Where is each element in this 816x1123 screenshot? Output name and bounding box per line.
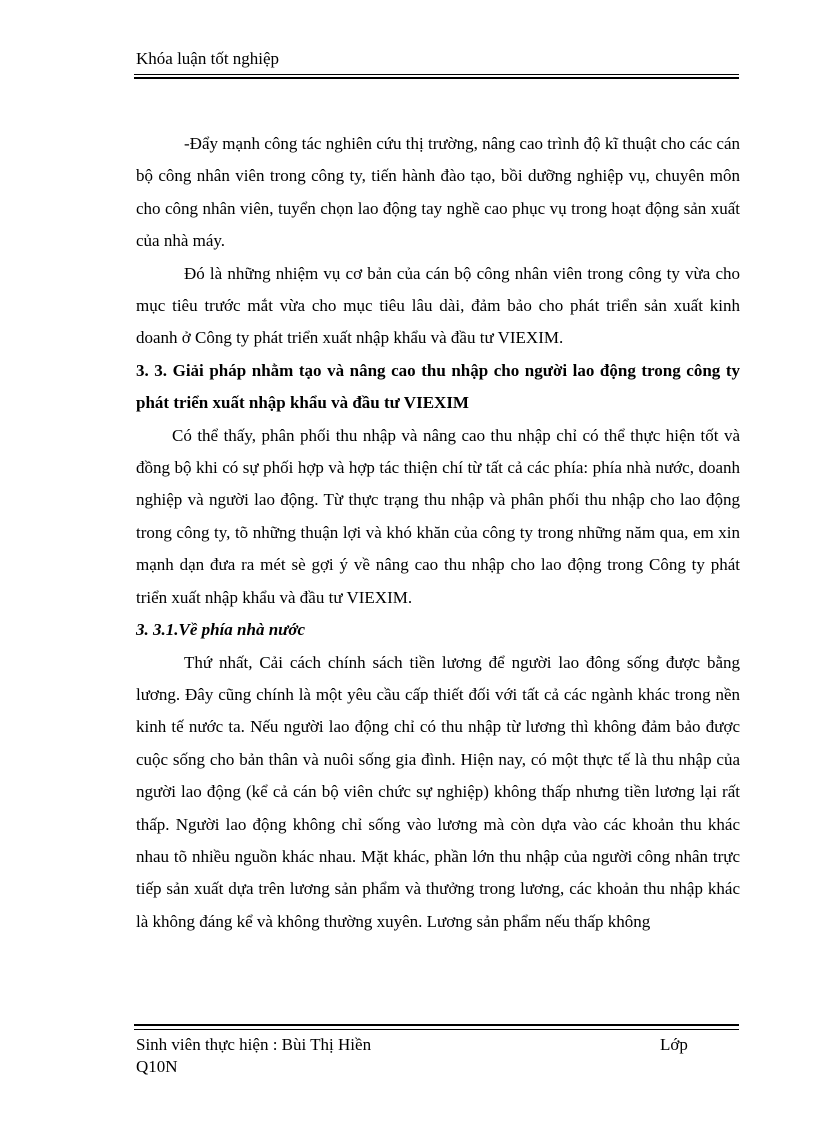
footer-rule-top (134, 1024, 739, 1026)
footer-class-code: Q10N (136, 1057, 178, 1076)
footer-class-label: Lớp (660, 1035, 688, 1054)
footer-student: Sinh viên thực hiện : Bùi Thị Hiền (136, 1035, 372, 1054)
paragraph-2: Đó là những nhiệm vụ cơ bản của cán bộ công nhân viên trong công ty vừa cho mục tiêu trước mắt vừa cho mục tiêu lâu dài, đảm bảo cho phát triển sản xuất kinh doanh ở Công ty phát triển xuất nhập khẩu và đầu tư VIEXIM. (136, 263, 740, 348)
paragraph-3: Có thể thấy, phân phối thu nhập và nâng cao thu nhập chỉ có thể thực hiện tốt và đồng bộ khi có sự phối hợp và hợp tác thiện chí từ tất cả các phía: phía nhà nước, doanh nghiệp và người lao động. Từ thực trạng thu nhập và phân phối thu nhập cho lao động trong công ty, tõ những thuận lợi và khó khăn của công ty trong những năm qua, em xin mạnh dạn đưa ra mét sè gợi ý về nâng cao thu nhập cho lao động trong Công ty phát triển xuất nhập khẩu và đầu tư VIEXIM. (136, 425, 740, 607)
header-rule-bottom (134, 77, 739, 79)
section-heading-3-3-1: 3. 3.1.Về phía nhà nước (136, 620, 306, 640)
paragraph-4: Thứ nhất, Cải cách chính sách tiền lương để người lao đông sống được bằng lương. Đây cũng chính là một yêu cầu cấp thiết đối với tất cả các ngành khác trong nền kinh tế nước ta. Nếu người lao động chỉ có thu nhập từ lương thì không đảm bảo được cuộc sống cho bản thân và nuôi sống gia đình. Hiện nay, có một thực tế là thu nhập của người lao động (kể cả cán bộ viên chức sự nghiệp) không thấp nhưng tiền lương lại rất thấp. Người lao động không chỉ sống vào lương mà còn dựa vào các khoản thu khác nhau tõ nhiều nguồn khác nhau. Mặt khác, phần lớn thu nhập của người công nhân trực tiếp sản xuất dựa trên lương sản phẩm và thưởng trong lương, các khoản thu nhập khác là không đáng kể và không thường xuyên. Lương sản phẩm nếu thấp không (136, 652, 740, 931)
page-content (136, 128, 740, 938)
header-rule-top (134, 74, 739, 75)
footer-rule-bottom (134, 1029, 739, 1030)
section-heading-3-3: 3. 3. Giải pháp nhằm tạo và nâng cao thu nhập cho người lao động trong công ty phát triển xuất nhập khẩu và đầu tư VIEXIM (136, 360, 740, 413)
header-title: Khóa luận tốt nghiệp (136, 49, 280, 68)
paragraph-1: -Đẩy mạnh công tác nghiên cứu thị trường, nâng cao trình độ kĩ thuật cho các cán bộ công nhân viên trong công ty, tiến hành đào tạo, bồi dưỡng nghiệp vụ, chuyên môn cho công nhân viên, tuyển chọn lao động tay nghề cao phục vụ trong hoạt động sản xuất của nhà máy. (136, 134, 740, 251)
